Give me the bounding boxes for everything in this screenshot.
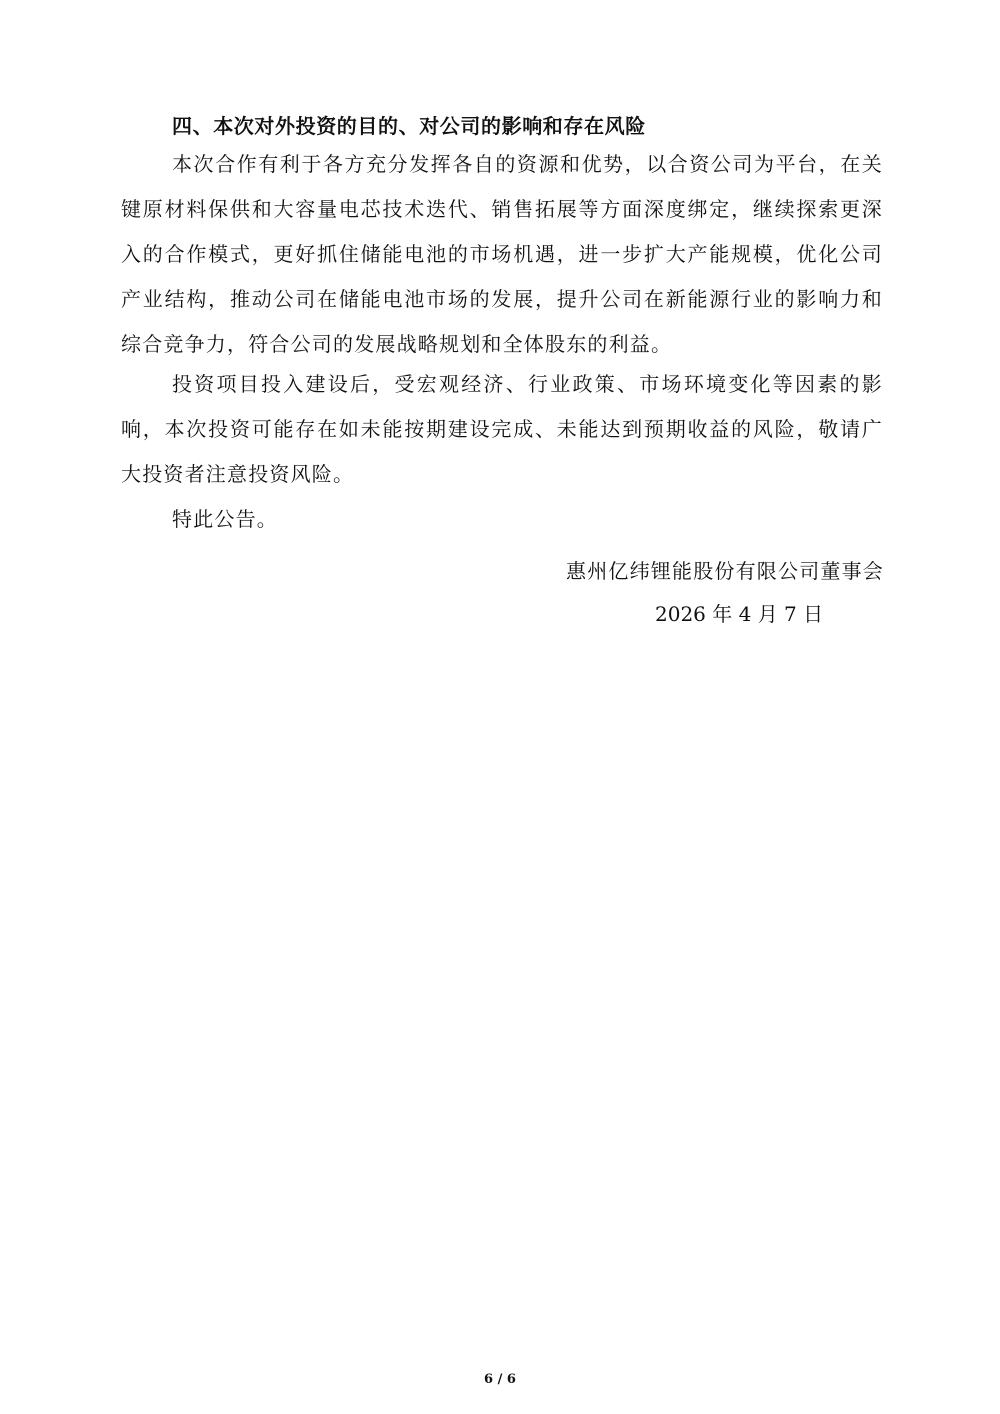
section-heading: 四、本次对外投资的目的、对公司的影响和存在风险 [172, 114, 646, 138]
paragraph-risk: 投资项目投入建设后，受宏观经济、行业政策、市场环境变化等因素的影响，本次投资可能存在如未能按期建设完成、未能达到预期收益的风险，敬请广大投资者注意投资风险。 [121, 372, 883, 486]
page-number: 6 / 6 [484, 1372, 516, 1387]
closing-statement: 特此公告。 [172, 507, 278, 531]
signature-organization: 惠州亿纬锂能股份有限公司董事会 [566, 559, 884, 583]
paragraph-purpose: 本次合作有利于各方充分发挥各自的资源和优势，以合资公司为平台，在关键原材料保供和大容量电芯技术迭代、销售拓展等方面深度绑定，继续探索更深入的合作模式，更好抓住储能电池的市场机遇，进一步扩大产能规模，优化公司产业结构，推动公司在储能电池市场的发展，提升公司在新能源行业的影响力和综合竞争力，符合公司的发展战略规划和全体股东的利益。 [121, 152, 883, 356]
signature-date: 2026 年 4 月 7 日 [655, 602, 824, 626]
